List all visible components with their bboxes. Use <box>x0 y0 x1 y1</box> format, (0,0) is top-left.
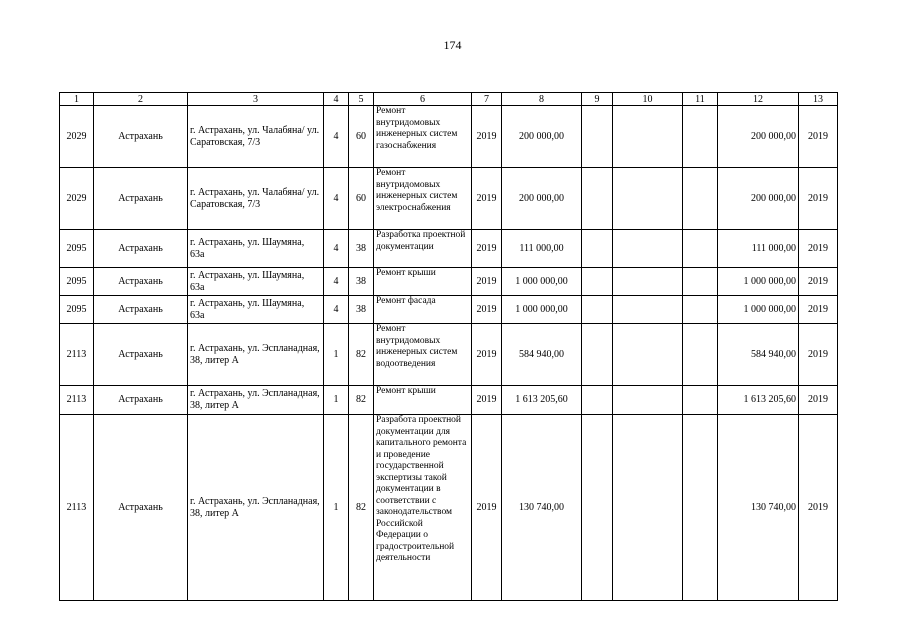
table-cell: 2019 <box>799 296 838 324</box>
table-cell: 2113 <box>60 324 94 386</box>
table-cell: 2019 <box>472 296 502 324</box>
table-cell: Астрахань <box>94 324 188 386</box>
table-cell: г. Астрахань, ул. Эспланадная, 38, литер А <box>188 415 324 601</box>
table-cell: 1 000 000,00 <box>718 268 799 296</box>
column-number: 2 <box>94 93 188 106</box>
capital-repair-table <box>59 92 838 601</box>
table-cell: 60 <box>349 168 374 230</box>
table-cell: 200 000,00 <box>502 106 582 168</box>
table-cell: 2095 <box>60 296 94 324</box>
column-number: 7 <box>472 93 502 106</box>
table-cell: 2019 <box>799 168 838 230</box>
table-cell <box>582 268 613 296</box>
table-cell: 2019 <box>472 415 502 601</box>
table-row <box>60 106 838 168</box>
table-cell: 2019 <box>799 415 838 601</box>
table-row <box>60 230 838 268</box>
table-cell: 130 740,00 <box>502 415 582 601</box>
table-cell: 2019 <box>799 268 838 296</box>
table-cell: Астрахань <box>94 415 188 601</box>
column-number: 4 <box>324 93 349 106</box>
table-cell: 1 <box>324 415 349 601</box>
table-cell: 4 <box>324 168 349 230</box>
table-cell <box>582 324 613 386</box>
table-cell: 2029 <box>60 106 94 168</box>
table-cell <box>613 324 683 386</box>
table-cell: Ремонт крыши <box>374 268 472 296</box>
table-cell: 2019 <box>472 268 502 296</box>
table-cell: 2019 <box>799 324 838 386</box>
table-cell: 584 940,00 <box>718 324 799 386</box>
table-cell: Астрахань <box>94 268 188 296</box>
table-cell <box>613 268 683 296</box>
table-cell <box>582 415 613 601</box>
table-row <box>60 296 838 324</box>
table-cell <box>582 386 613 415</box>
table-cell: 4 <box>324 268 349 296</box>
table-cell: Разработка проектной документации <box>374 230 472 268</box>
table-cell: 2029 <box>60 168 94 230</box>
table-row <box>60 415 838 601</box>
table-cell: Ремонт внутридомовых инженерных систем газоснабжения <box>374 106 472 168</box>
table-cell <box>582 106 613 168</box>
table-cell: 2113 <box>60 415 94 601</box>
table-cell: 38 <box>349 268 374 296</box>
table-cell: 1 613 205,60 <box>502 386 582 415</box>
table-cell <box>683 106 718 168</box>
table-cell: 130 740,00 <box>718 415 799 601</box>
table-cell: Астрахань <box>94 106 188 168</box>
table-cell <box>582 296 613 324</box>
table-cell: 200 000,00 <box>718 168 799 230</box>
column-number: 5 <box>349 93 374 106</box>
table-cell <box>582 230 613 268</box>
column-number: 10 <box>613 93 683 106</box>
column-number: 8 <box>502 93 582 106</box>
page-number: 174 <box>443 38 462 52</box>
table-cell <box>683 168 718 230</box>
table-cell: Ремонт внутридомовых инженерных систем электроснабжения <box>374 168 472 230</box>
table-cell: Ремонт фасада <box>374 296 472 324</box>
table-cell: г. Астрахань, ул. Шаумяна, 63а <box>188 230 324 268</box>
table-cell: 2019 <box>799 106 838 168</box>
table-cell: 1 000 000,00 <box>718 296 799 324</box>
table-cell: 4 <box>324 296 349 324</box>
table-cell: 4 <box>324 230 349 268</box>
table-cell: 1 <box>324 386 349 415</box>
table-cell: 38 <box>349 230 374 268</box>
table-row <box>60 268 838 296</box>
table-cell: г. Астрахань, ул. Эспланадная, 38, литер А <box>188 386 324 415</box>
table-cell: 1 <box>324 324 349 386</box>
column-number: 6 <box>374 93 472 106</box>
table-body <box>60 93 838 601</box>
table-cell: 2095 <box>60 230 94 268</box>
table-cell <box>683 268 718 296</box>
table-cell <box>613 168 683 230</box>
table-cell: 2019 <box>472 106 502 168</box>
column-number-row <box>60 93 838 106</box>
table-row <box>60 386 838 415</box>
column-number: 1 <box>60 93 94 106</box>
table-cell: г. Астрахань, ул. Шаумяна, 63а <box>188 268 324 296</box>
table-cell: Астрахань <box>94 230 188 268</box>
table-cell: 584 940,00 <box>502 324 582 386</box>
table-cell: 1 613 205,60 <box>718 386 799 415</box>
table-cell: 2113 <box>60 386 94 415</box>
column-number: 11 <box>683 93 718 106</box>
table-cell: 1 000 000,00 <box>502 268 582 296</box>
table-cell <box>582 168 613 230</box>
table-cell: Ремонт крыши <box>374 386 472 415</box>
table-cell: г. Астрахань, ул. Шаумяна, 63а <box>188 296 324 324</box>
table-cell <box>683 386 718 415</box>
table-cell: 111 000,00 <box>718 230 799 268</box>
table-cell: 38 <box>349 296 374 324</box>
table-cell <box>683 415 718 601</box>
table-cell: 60 <box>349 106 374 168</box>
column-number: 12 <box>718 93 799 106</box>
table-cell: 82 <box>349 324 374 386</box>
table-cell: 82 <box>349 415 374 601</box>
table-cell: 2019 <box>799 230 838 268</box>
table-cell: 111 000,00 <box>502 230 582 268</box>
table-cell: Астрахань <box>94 296 188 324</box>
table-cell: 1 000 000,00 <box>502 296 582 324</box>
table-cell: Астрахань <box>94 168 188 230</box>
table-cell <box>683 230 718 268</box>
table-cell <box>683 296 718 324</box>
table-cell: 2019 <box>472 386 502 415</box>
table-cell <box>613 106 683 168</box>
column-number: 9 <box>582 93 613 106</box>
table-row <box>60 168 838 230</box>
column-number: 13 <box>799 93 838 106</box>
table-cell: г. Астрахань, ул. Эспланадная, 38, литер А <box>188 324 324 386</box>
column-number: 3 <box>188 93 324 106</box>
table-cell: 2019 <box>799 386 838 415</box>
table-cell: 82 <box>349 386 374 415</box>
table-cell <box>613 296 683 324</box>
table-cell: 2019 <box>472 230 502 268</box>
table-cell: Разработа проектной документации для капитального ремонта и проведение государственной экспертизы такой документации в соответствии с законодательством Российской Федерации о градостроительной деятельности <box>374 415 472 601</box>
table-row <box>60 324 838 386</box>
table-cell: г. Астрахань, ул. Чалабяна/ ул. Саратовская, 7/3 <box>188 106 324 168</box>
table-cell: г. Астрахань, ул. Чалабяна/ ул. Саратовская, 7/3 <box>188 168 324 230</box>
table-cell <box>613 415 683 601</box>
table-cell: 2019 <box>472 324 502 386</box>
table-cell: 200 000,00 <box>502 168 582 230</box>
table-cell <box>613 230 683 268</box>
table-cell: 2095 <box>60 268 94 296</box>
table-cell: Астрахань <box>94 386 188 415</box>
table-cell: Ремонт внутридомовых инженерных систем водоотведения <box>374 324 472 386</box>
table-cell <box>613 386 683 415</box>
table-cell: 200 000,00 <box>718 106 799 168</box>
table-cell <box>683 324 718 386</box>
table-cell: 4 <box>324 106 349 168</box>
table-cell: 2019 <box>472 168 502 230</box>
